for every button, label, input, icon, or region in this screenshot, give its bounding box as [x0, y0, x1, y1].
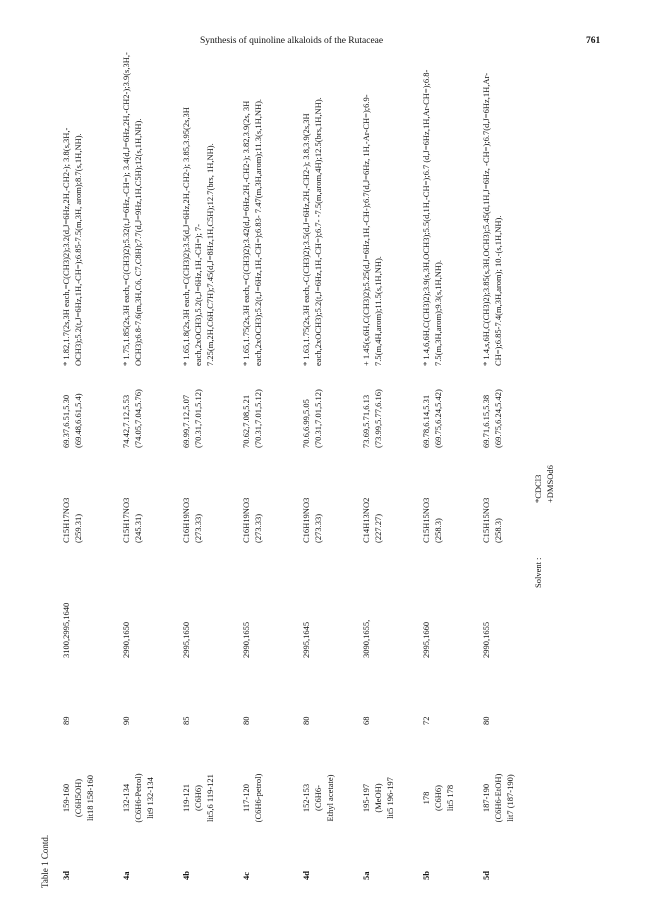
- compound-id: 5a: [361, 871, 371, 880]
- analysis: [120, 389, 144, 448]
- mp-line: 195-197: [361, 783, 371, 813]
- ir-bands: 2995,1645: [301, 621, 311, 658]
- mp-line: (C6H6): [433, 785, 443, 811]
- mp-line: lit9 132-134: [145, 777, 155, 819]
- mp-line: (C6H6-EtOH): [493, 773, 503, 823]
- solvent-values: [532, 465, 556, 503]
- mp-line: (C6H5OH): [73, 778, 83, 818]
- yield: 89: [61, 716, 71, 725]
- formula-line: C16H19NO3: [181, 497, 191, 543]
- mp-line: 178: [421, 791, 431, 805]
- analysis-line: 69.71,6.15,5.38: [481, 394, 491, 448]
- yield: 80: [301, 716, 311, 725]
- formula: [480, 498, 504, 543]
- nmr-data: * 1.65,1.8(2s,3H each,=C(CH3)2);3.5(d,J=6Hz,2H,-CH2-); 3.85,3.95(2s,3H each,2xOCH3),5.2(t,J=6Hz,1H,-CH=); 7-7.25(m,2H,C6H,C7H);7.45(d,J=8Hz,1H,C5H);12.7(brs, 1H,NH).: [181, 107, 215, 366]
- mp-line: (C6H6-Petrol): [133, 773, 143, 823]
- analysis-line: 69.37,6.51,5.30: [61, 394, 71, 448]
- nmr-data: * 1.75,1.85(2s,3H each,=C(CH3)2);5.32(t,J=6Hz,-CH=); 3.4(d,J=6Hz,2H,-CH2-);3.9(s,3H,-OCH3);6.8-7.6(m,3H,C6, C7,C8H);7.7(d,J=9Hz,1H,C5H);12(s,1H,NH).: [121, 52, 143, 366]
- yield: 80: [481, 716, 491, 725]
- analysis-line: 69.78,6.14,5.31: [421, 394, 431, 448]
- analysis-line: (70.31,7.01,5.12): [313, 389, 323, 448]
- mp-line: 159-160: [61, 783, 71, 813]
- analysis-line: 74.42,7.12,5.53: [121, 394, 131, 448]
- analysis-line: (70.31,7.01,5.12): [253, 389, 263, 448]
- formula-line: (273.33): [313, 513, 323, 543]
- mp-line: (C6H6): [193, 785, 203, 811]
- page-number: 761: [586, 36, 601, 46]
- formula-line: C15H17NO3: [61, 497, 71, 543]
- running-header: Synthesis of quinoline alkaloids of the Rutaceae: [200, 36, 384, 46]
- analysis: [420, 389, 444, 448]
- compound-id: 4d: [301, 871, 311, 880]
- compound-id: 4a: [121, 871, 131, 880]
- table-row: [420, 38, 480, 888]
- nmr-data: * 1.82,1.7(2s,3H each,=C(CH3)2);3.2(d,J=6Hz,2H,-CH2-); 3.8(s,3H,-OCH3);5.2(t,J=6Hz,1H,-CH=);6.85-7.5(m,3H, arom);8.7(s,1H,NH).: [61, 127, 83, 366]
- yield: 80: [241, 716, 251, 725]
- formula-line: C15H17NO3: [121, 497, 131, 543]
- yield: 90: [121, 716, 131, 725]
- ir-bands: 2995,1650: [181, 621, 191, 658]
- analysis-line: 70.6,6.99,5.05: [301, 399, 311, 448]
- table-row: [480, 38, 540, 888]
- analysis-line: (69.75,6.24,5.42): [433, 389, 443, 448]
- formula: [120, 498, 144, 543]
- formula-line: (245.31): [133, 513, 143, 543]
- analysis: [240, 389, 264, 448]
- melting-point: [480, 758, 516, 838]
- ir-bands: 3100,2995,1640: [61, 602, 71, 658]
- table-row: [360, 38, 420, 888]
- mp-line: lit5,6 119-121: [205, 774, 215, 822]
- solvent-label: Solvent :: [533, 557, 543, 588]
- yield: 85: [181, 716, 191, 725]
- analysis-line: 69.99,7.12,5.07: [181, 394, 191, 448]
- nmr-data: * 1.63,1.75(2s,3H each,-C(CH3)2);3.5(d,J=6Hz,2H,-CH2-); 3.8,3.9(2s,3H each,2xOCH3);5.2(t,J=6Hz,1H,-CH=);6.7- -7.5(m,arom,4H);12.5(brs,1H,NH).: [301, 97, 323, 366]
- formula: [300, 498, 324, 543]
- nmr-data: * 1.4,s,6H,C(CH3)2);3.85(s,3H,OCH3);5.45(d,1H,J=6Hz, -CH=);6.7(d,J=6Hz,1H,Ar-CH=);6.85-7.4(m,3H,arom); 10.-(s,1H,NH).: [481, 72, 503, 366]
- melting-point: [300, 758, 336, 838]
- formula-line: C15H15NO3: [421, 497, 431, 543]
- mp-line: 132-134: [121, 783, 131, 813]
- analysis-line: 73.69,5.71,6.13: [361, 394, 371, 448]
- mp-line: 187-190: [481, 783, 491, 813]
- mp-line: 117-120: [241, 784, 251, 813]
- analysis-line: (70.31,7.01,5.12): [193, 389, 203, 448]
- yield: 68: [361, 716, 371, 725]
- compound-id: 3d: [61, 871, 71, 880]
- table-row: [300, 38, 360, 888]
- formula: [360, 498, 384, 543]
- formula-line: C15H15NO3: [481, 497, 491, 543]
- formula-line: (227.27): [373, 513, 383, 543]
- formula-line: C14H13NO2: [361, 497, 371, 543]
- formula-line: (258.3): [493, 518, 503, 543]
- formula-line: (258.3): [433, 518, 443, 543]
- mp-line: (C6H6-petrol): [253, 773, 263, 823]
- formula: [420, 498, 444, 543]
- melting-point: [240, 758, 264, 838]
- rotated-table: [40, 38, 640, 888]
- mp-line: lit5 178: [445, 784, 455, 812]
- analysis: [480, 389, 504, 448]
- formula-line: C16H19NO3: [241, 497, 251, 543]
- compound-id: 4c: [241, 871, 251, 880]
- mp-line: (C6H6-: [313, 785, 323, 811]
- ir-bands: 3090,1655,: [361, 619, 371, 658]
- mp-line: 152-153: [301, 783, 311, 813]
- analysis: [180, 389, 204, 448]
- table-row: [60, 38, 120, 888]
- mp-line: lit5 196-197: [385, 777, 395, 819]
- nmr-data: * 1.65,1.75(2s,3H each,=C(CH3)2);3.42(d,J=6Hz,2H,-CH2-); 3.82,3.9(2s, 3H each,2xOCH3);5.2(t,J=6Hz,1H,-CH=);6.83- 7.47(m,3H,arom);11.3(s,1H,NH).: [241, 98, 263, 366]
- compound-id: 4b: [181, 871, 191, 880]
- analysis-line: (74.05,7.04,5.76): [133, 389, 143, 448]
- table-row: [180, 38, 240, 888]
- formula-line: (259.31): [73, 513, 83, 543]
- ir-bands: 2990,1655: [481, 621, 491, 658]
- solvent-value: +DMSOd6: [545, 465, 555, 503]
- analysis: [60, 393, 84, 448]
- formula: [240, 498, 264, 543]
- solvent-value: *CDCl3: [533, 474, 543, 503]
- melting-point: [60, 758, 96, 838]
- ir-bands: 2995,1660: [421, 621, 431, 658]
- table-row: [120, 38, 180, 888]
- mp-line: lit18 158-160: [85, 774, 95, 822]
- nmr-data: * 1.4,6,6H,C(CH3)2);3.9(s,3H,OCH3);5.5(d,1H,-CH=);6.7 (d,J=6Hz,1H,Ar-CH=);6.8-7.5(m,3H,arom);9.3(s,1H,NH).: [421, 69, 443, 366]
- mp-line: (MeOH): [373, 783, 383, 813]
- formula: [60, 498, 84, 543]
- nmr-data: + 1.45(s,6H,C(CH3)2);5.25(d,J=6Hz,1H,-CH-);6.7(d,J=6Hz, 1H,-Ar-CH=);6.9-7.5(m,4H,arom);11.5(s,1H,NH).: [361, 94, 383, 366]
- formula-line: C16H19NO3: [301, 497, 311, 543]
- analysis-line: (73.99,5.77,6.16): [373, 389, 383, 448]
- melting-point: [420, 758, 456, 838]
- mp-line: lit7 (187-190): [505, 774, 515, 822]
- ir-bands: 2990,1655: [241, 621, 251, 658]
- table-caption: Table 1 Contd.: [40, 834, 50, 888]
- melting-point: [360, 758, 396, 838]
- compound-id: 5b: [421, 871, 431, 880]
- formula: [180, 498, 204, 543]
- melting-point: [120, 758, 156, 838]
- analysis-line: 70.62,7.08,5.21: [241, 394, 251, 448]
- melting-point: [180, 758, 216, 838]
- formula-line: (273.33): [193, 513, 203, 543]
- analysis: [360, 389, 384, 448]
- ir-bands: 2990,1650: [121, 621, 131, 658]
- mp-line: Ethyl acetate): [325, 774, 335, 822]
- yield: 72: [421, 716, 431, 725]
- mp-line: 119-121: [181, 784, 191, 813]
- analysis: [300, 389, 324, 448]
- compound-id: 5d: [481, 871, 491, 880]
- analysis-line: (69.75,6.24,5.42): [493, 389, 503, 448]
- table-row: [240, 38, 300, 888]
- analysis-line: (69.48,6.61,5.4): [73, 393, 83, 448]
- formula-line: (273.33): [253, 513, 263, 543]
